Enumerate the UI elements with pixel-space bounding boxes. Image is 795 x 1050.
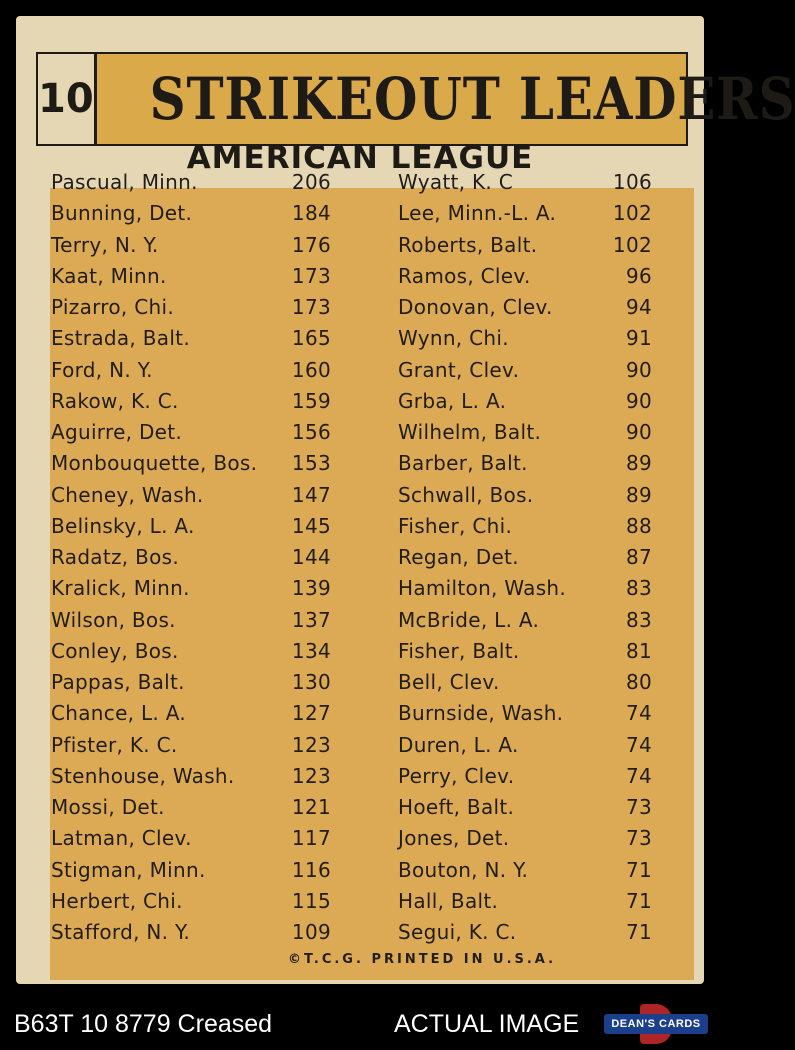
- strikeout-count: 94: [625, 295, 652, 319]
- leader-row: [398, 917, 652, 948]
- player-name: Pizarro, Chi.: [51, 295, 174, 319]
- player-name: Barber, Balt.: [398, 451, 528, 476]
- strikeout-count: 130: [291, 670, 331, 694]
- strikeout-count: 153: [291, 451, 331, 476]
- strikeout-count: 184: [291, 201, 331, 226]
- strikeout-count: 81: [625, 638, 652, 663]
- leader-row: [51, 261, 331, 292]
- strikeout-count: 159: [291, 388, 331, 413]
- player-name: Monbouquette, Bos.: [51, 451, 258, 476]
- strikeout-count: 173: [291, 295, 331, 319]
- strikeout-count: 137: [291, 607, 331, 632]
- player-name: Kralick, Minn.: [51, 576, 190, 601]
- strikeout-count: 80: [625, 670, 652, 694]
- strikeout-count: 147: [291, 482, 331, 507]
- player-name: Pfister, K. C.: [51, 732, 178, 757]
- leader-row: [398, 261, 652, 292]
- strikeout-count: 109: [291, 920, 331, 944]
- leader-row: [398, 323, 652, 354]
- strikeout-count: 74: [625, 732, 652, 757]
- leader-row: [51, 292, 331, 323]
- leader-row: [51, 417, 331, 448]
- strikeout-count: 102: [612, 201, 652, 226]
- strikeout-count: 115: [291, 888, 331, 913]
- player-name: Ramos, Clev.: [398, 263, 531, 288]
- player-name: Grant, Clev.: [398, 357, 520, 382]
- player-name: Cheney, Wash.: [51, 482, 204, 507]
- leader-row: [51, 511, 331, 542]
- strikeout-count: 74: [625, 763, 652, 788]
- strikeout-count: 127: [291, 701, 331, 726]
- player-name: Hall, Balt.: [398, 888, 499, 913]
- strikeout-count: 73: [625, 826, 652, 851]
- player-name: Fisher, Balt.: [398, 638, 520, 663]
- leader-row: [51, 792, 331, 823]
- leader-row: [398, 198, 652, 229]
- player-name: Bouton, N. Y.: [398, 857, 529, 882]
- leader-row: [51, 198, 331, 229]
- leader-row: [398, 230, 652, 261]
- leader-row: [398, 573, 652, 604]
- leader-row: [398, 605, 652, 636]
- player-name: Perry, Clev.: [398, 763, 515, 788]
- player-name: Stenhouse, Wash.: [51, 763, 235, 788]
- leader-row: [398, 886, 652, 917]
- player-name: Burnside, Wash.: [398, 701, 564, 726]
- leader-row: [398, 792, 652, 823]
- leader-row: [51, 698, 331, 729]
- player-name: Segui, K. C.: [398, 920, 517, 944]
- strikeout-count: 73: [625, 795, 652, 819]
- strikeout-count: 96: [625, 263, 652, 288]
- leader-row: [51, 573, 331, 604]
- player-name: Terry, N. Y.: [51, 232, 159, 257]
- player-name: Schwall, Bos.: [398, 482, 534, 507]
- strikeout-count: 87: [625, 545, 652, 569]
- player-name: Conley, Bos.: [51, 638, 179, 663]
- strikeout-count: 83: [625, 576, 652, 601]
- leader-row: [51, 542, 331, 573]
- leader-row: [51, 823, 331, 854]
- leader-row: [398, 542, 652, 573]
- strikeout-count: 90: [625, 388, 652, 413]
- strikeout-count: 121: [291, 795, 331, 819]
- strikeout-count: 74: [625, 701, 652, 726]
- strikeout-count: 144: [291, 545, 331, 569]
- strikeout-count: 116: [291, 857, 331, 882]
- leader-row: [398, 761, 652, 792]
- strikeout-count: 134: [291, 638, 331, 663]
- strikeout-count: 206: [291, 170, 331, 194]
- strikeout-count: 165: [291, 326, 331, 351]
- strikeout-count: 91: [625, 326, 652, 351]
- card-code-caption: B63T 10 8779 Creased: [14, 1010, 273, 1038]
- player-name: Lee, Minn.-L. A.: [398, 201, 557, 226]
- strikeout-count: 90: [625, 357, 652, 382]
- leader-row: [51, 323, 331, 354]
- player-name: Roberts, Balt.: [398, 232, 538, 257]
- card-title: STRIKEOUT LEADERS: [149, 65, 795, 133]
- leader-row: [51, 605, 331, 636]
- league-subtitle: AMERICAN LEAGUE: [186, 140, 534, 176]
- player-name: Pascual, Minn.: [51, 170, 198, 194]
- leader-row: [51, 730, 331, 761]
- leader-row: [51, 480, 331, 511]
- strikeout-count: 176: [291, 232, 331, 257]
- player-name: Hoeft, Balt.: [398, 795, 515, 819]
- player-name: Wilhelm, Balt.: [398, 420, 542, 444]
- player-name: Grba, L. A.: [398, 388, 507, 413]
- player-name: Wyatt, K. C: [398, 170, 514, 194]
- strikeout-count: 123: [291, 763, 331, 788]
- player-name: Rakow, K. C.: [51, 388, 179, 413]
- strikeout-count: 160: [291, 357, 331, 382]
- leader-row: [398, 855, 652, 886]
- strikeout-count: 89: [625, 482, 652, 507]
- leader-row: [398, 448, 652, 479]
- strikeout-count: 106: [612, 170, 652, 194]
- strikeout-count: 156: [291, 420, 331, 444]
- player-name: Latman, Clev.: [51, 826, 192, 851]
- player-name: Stafford, N. Y.: [51, 920, 191, 944]
- leader-row: [398, 667, 652, 698]
- strikeout-count: 123: [291, 732, 331, 757]
- player-name: Chance, L. A.: [51, 701, 187, 726]
- player-name: Kaat, Minn.: [51, 263, 167, 288]
- strikeout-count: 71: [625, 857, 652, 882]
- strikeout-count: 117: [291, 826, 331, 851]
- leader-row: [398, 823, 652, 854]
- strikeout-count: 83: [625, 607, 652, 632]
- strikeout-count: 139: [291, 576, 331, 601]
- player-name: Estrada, Balt.: [51, 326, 190, 351]
- strikeout-count: 71: [625, 888, 652, 913]
- player-name: Pappas, Balt.: [51, 670, 185, 694]
- actual-image-caption: ACTUAL IMAGE: [394, 1010, 580, 1038]
- leader-row: [51, 386, 331, 417]
- left-leader-column: [51, 167, 331, 948]
- player-name: Bunning, Det.: [51, 201, 193, 226]
- leader-row: [398, 480, 652, 511]
- strikeout-count: 71: [625, 920, 652, 944]
- player-name: Duren, L. A.: [398, 732, 519, 757]
- strikeout-count: 173: [291, 263, 331, 288]
- leader-row: [398, 292, 652, 323]
- strikeout-count: 102: [612, 232, 652, 257]
- player-name: Ford, N. Y.: [51, 357, 153, 382]
- player-name: Bell, Clev.: [398, 670, 500, 694]
- leader-row: [398, 167, 652, 198]
- strikeout-count: 90: [625, 420, 652, 444]
- leader-row: [398, 386, 652, 417]
- player-name: Aguirre, Det.: [51, 420, 183, 444]
- card-number: 10: [38, 54, 97, 144]
- right-leader-column: [398, 167, 652, 948]
- leader-row: [51, 230, 331, 261]
- player-name: Stigman, Minn.: [51, 857, 206, 882]
- leader-row: [398, 511, 652, 542]
- player-name: Fisher, Chi.: [398, 513, 513, 538]
- leader-row: [51, 667, 331, 698]
- leader-row: [51, 917, 331, 948]
- copyright-footer: ©T.C.G. PRINTED IN U.S.A.: [288, 952, 557, 967]
- leader-row: [398, 355, 652, 386]
- player-name: Wynn, Chi.: [398, 326, 509, 351]
- player-name: Donovan, Clev.: [398, 295, 553, 319]
- strikeout-count: 89: [625, 451, 652, 476]
- leader-row: [51, 886, 331, 917]
- player-name: Regan, Det.: [398, 545, 519, 569]
- leader-row: [398, 730, 652, 761]
- player-name: Jones, Det.: [398, 826, 510, 851]
- leader-row: [51, 636, 331, 667]
- leader-row: [398, 698, 652, 729]
- player-name: Belinsky, L. A.: [51, 513, 195, 538]
- strikeout-count: 88: [625, 513, 652, 538]
- title-bar: [36, 52, 795, 146]
- leader-row: [51, 448, 331, 479]
- player-name: Mossi, Det.: [51, 795, 165, 819]
- leader-row: [398, 417, 652, 448]
- player-name: Radatz, Bos.: [51, 545, 180, 569]
- player-name: Herbert, Chi.: [51, 888, 183, 913]
- player-name: Hamilton, Wash.: [398, 576, 567, 601]
- leader-row: [51, 355, 331, 386]
- leader-row: [398, 636, 652, 667]
- leader-row: [51, 761, 331, 792]
- strikeout-count: 145: [291, 513, 331, 538]
- logo-text: DEAN'S CARDS: [604, 1014, 708, 1034]
- player-name: Wilson, Bos.: [51, 607, 176, 632]
- leader-row: [51, 167, 331, 198]
- leader-row: [51, 855, 331, 886]
- deans-cards-logo: [604, 1004, 708, 1044]
- player-name: McBride, L. A.: [398, 607, 540, 632]
